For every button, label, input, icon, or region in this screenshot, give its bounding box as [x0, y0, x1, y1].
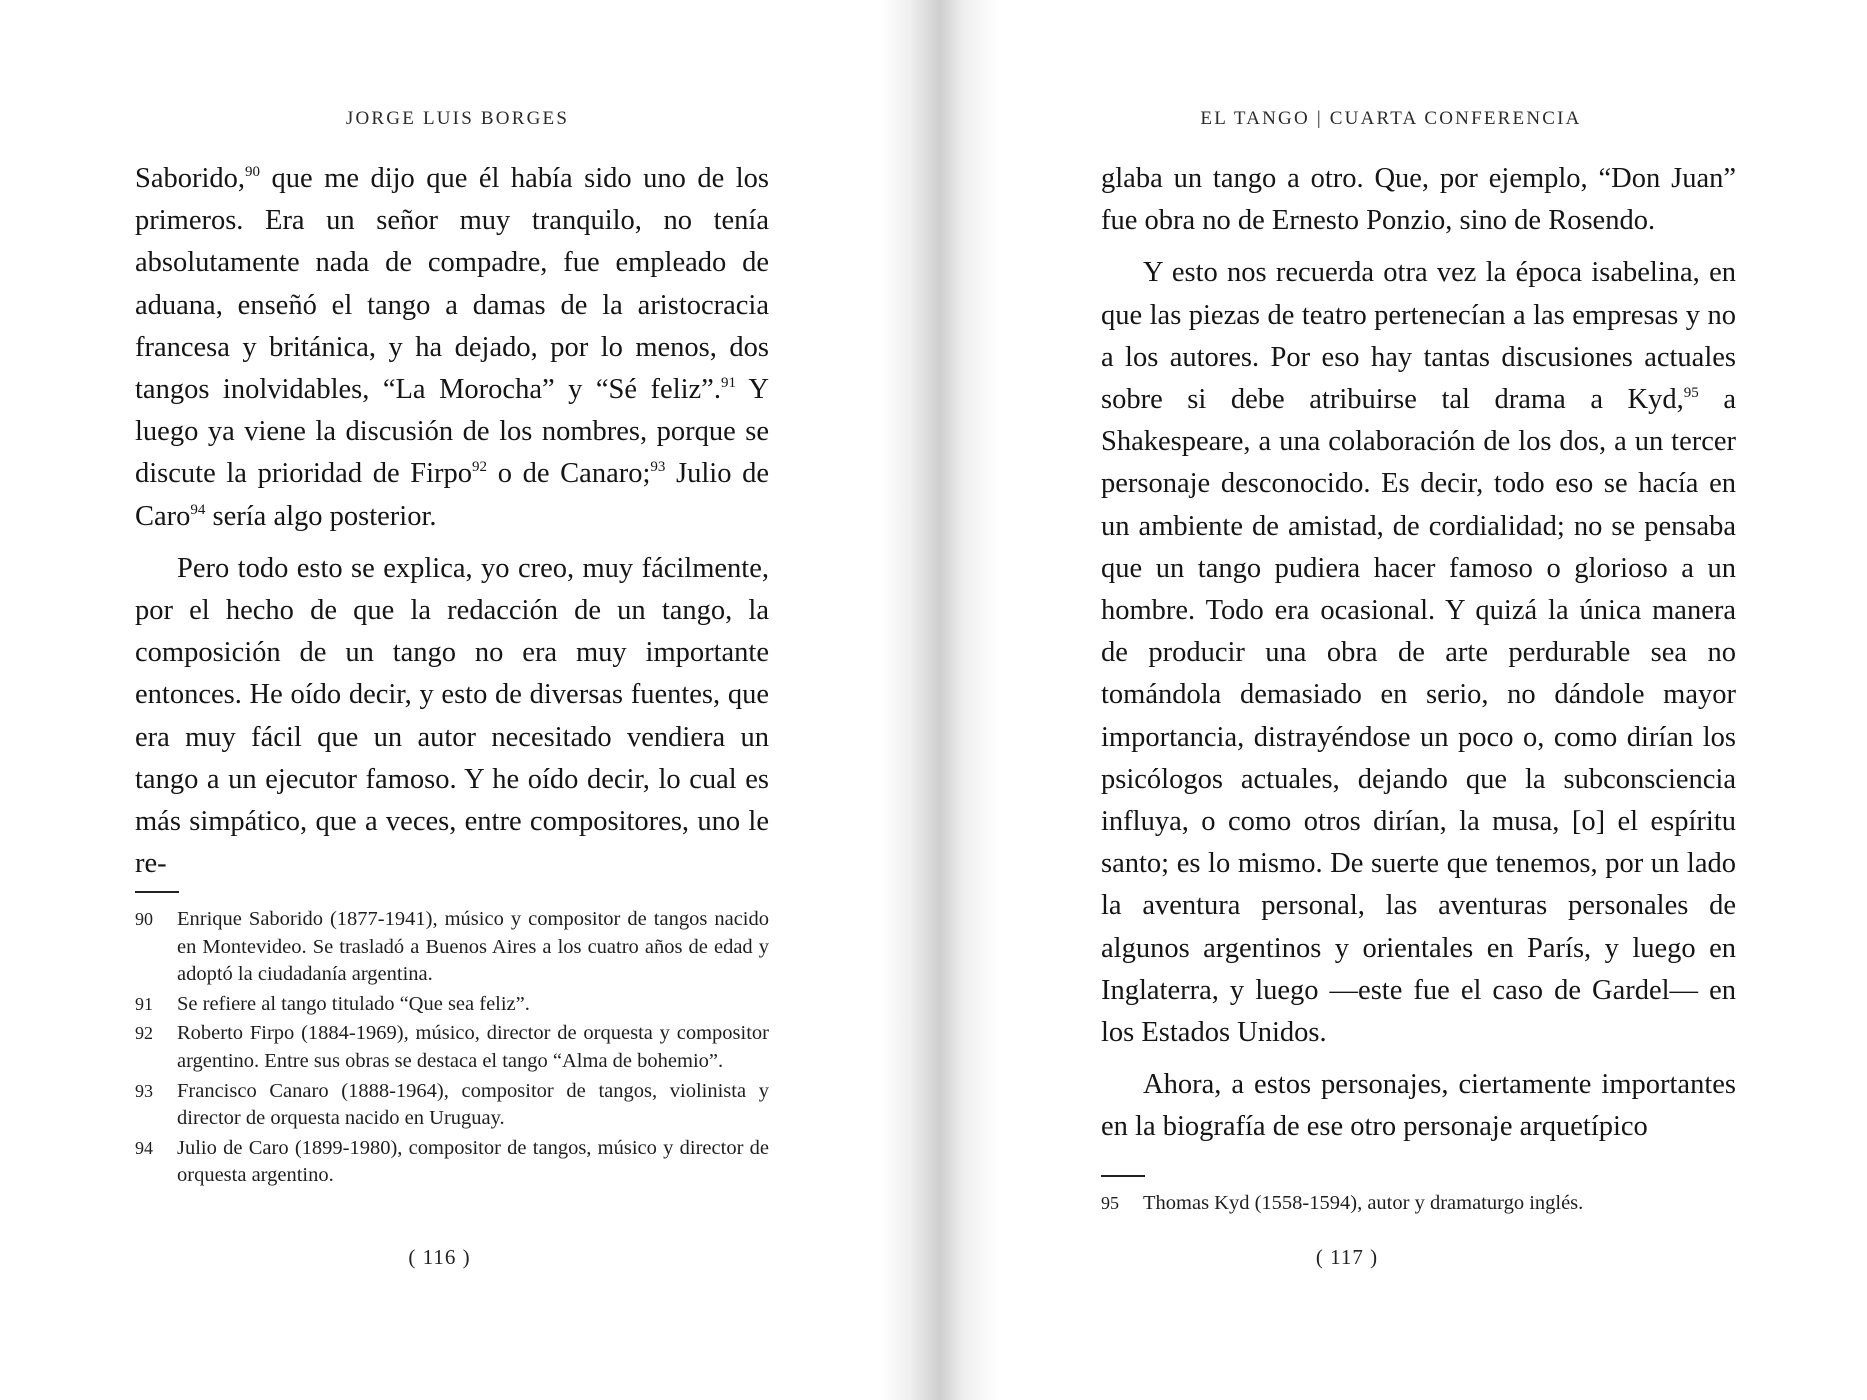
footnote-item: [135, 906, 769, 989]
footnote-text: Roberto Firpo (1884-1969), músico, director de orquesta y compositor argentino. Entre sus obras se destaca el tango “Alma de bohemio”.: [177, 1022, 769, 1072]
footnote-text: Se refiere al tango titulado “Que sea feliz”.: [177, 992, 530, 1015]
footnotes-right: [1101, 1190, 1736, 1220]
running-head-author: JORGE LUIS BORGES: [345, 108, 570, 129]
footnote-item: [135, 1135, 769, 1190]
left-page: [0, 0, 915, 1400]
paragraph: [1101, 252, 1736, 1054]
footnote-divider: [135, 891, 179, 893]
footnote-text: Thomas Kyd (1558-1594), autor y dramaturgo inglés.: [1143, 1192, 1584, 1214]
page-number: ( 116 ): [408, 1245, 471, 1269]
footnote-item: [135, 991, 769, 1019]
paragraph: Ahora, a estos personajes, ciertamente importantes en la biografía de ese otro personaje arquetípico: [1101, 1069, 1736, 1143]
footnote-text: Enrique Saborido (1877-1941), músico y compositor de tangos nacido en Montevideo. Se trasladó a Buenos Aires a los cuatro años de edad y adoptó la ciudadanía argentina.: [177, 908, 769, 986]
footnote-item: [1101, 1190, 1736, 1218]
paragraph: Pero todo esto se explica, yo creo, muy fácilmente, por el hecho de que la redacción de un tango, la composición de un tango no era muy importante entonces. He oído decir, y esto de diversas fuentes, que era muy fácil que un autor necesitado vendiera un tango a un ejecutor famoso. Y he oído decir, lo cual es más simpático, que a veces, entre compositores, uno le re-: [135, 552, 769, 880]
footnote-ref-95[interactable]: 95: [1683, 385, 1699, 402]
footnote-item: [135, 1078, 769, 1133]
footnote-ref-90[interactable]: 90: [245, 164, 261, 180]
text-run: sería algo posterior.: [205, 500, 437, 532]
footnote-text: Francisco Canaro (1888-1964), compositor de tangos, violinista y director de orquesta nacido en Uruguay.: [177, 1079, 769, 1130]
footnote-item: [135, 1020, 769, 1075]
right-page: [915, 0, 1867, 1400]
body-text-right: [1101, 158, 1736, 1149]
footnote-ref-93[interactable]: 93: [650, 459, 666, 476]
footnote-number: 91: [135, 993, 153, 1014]
footnote-text: Julio de Caro (1899-1980), compositor de tangos, músico y director de orquesta argentino.: [177, 1136, 769, 1187]
footnote-number: 92: [135, 1023, 153, 1044]
footnote-number: 93: [135, 1080, 153, 1101]
text-run: Julio de Caro: [135, 458, 770, 532]
paragraph: [135, 158, 769, 538]
text-run: que me dijo que él había sido uno de los primeros. Era un señor muy tranquilo, no tenía absolutamente nada de compadre, fue empleado de aduana, enseñó el tango a damas de la aristocracia francesa y británica, y ha dejado, por lo menos, dos tangos inolvidables, “La Morocha” y “Sé feliz”.: [135, 163, 769, 406]
footnote-number: 94: [135, 1137, 153, 1158]
footnote-number: 90: [135, 909, 153, 929]
footnotes-left: [135, 906, 769, 1192]
text-run: Y luego ya viene la discusión de los nombres, porque se discute la prioridad de Firpo: [135, 374, 770, 490]
footnote-ref-94[interactable]: 94: [190, 501, 206, 518]
body-text-left: [135, 158, 769, 885]
text-run: Saborido,: [135, 163, 246, 194]
text-run: Y esto nos recuerda otra vez la época isabelina, en que las piezas de teatro pertenecían a las empresas y no a los autores. Por eso hay tantas discusiones actuales sobre si debe atribuirse tal drama a Kyd,: [1101, 257, 1736, 416]
text-run: o de Canaro;: [487, 458, 651, 490]
footnote-divider: [1101, 1175, 1145, 1177]
footnote-number: 95: [1101, 1193, 1119, 1213]
running-head-chapter: EL TANGO | CUARTA CONFERENCIA: [1200, 108, 1582, 129]
footnote-ref-91[interactable]: 91: [720, 375, 736, 392]
footnote-ref-92[interactable]: 92: [472, 459, 488, 476]
text-run: a Shakespeare, a una colaboración de los dos, a un tercer personaje desconocido. Es decir, todo eso se hacía en un ambiente de amistad, de cordialidad; no se pensaba que un tango pudiera hacer famoso o glorioso a un hombre. Todo era ocasional. Y quizá la única manera de producir una obra de arte perdurable sea no tomándola demasiado en serio, no dándole mayor importancia, distrayéndose un poco o, como dirían los psicólogos actuales, dejando que la subconsciencia influya, o como otros dirían, la musa, [o] el espíritu santo; es lo mismo. De suerte que tenemos, por un lado la aventura personal, las aventuras personales de algunos argentinos y orientales en París, y luego en Inglaterra, y luego —este fue el caso de Gardel— en los Estados Unidos.: [1101, 384, 1736, 1049]
page-number: ( 117 ): [1315, 1245, 1379, 1269]
paragraph: glaba un tango a otro. Que, por ejemplo, “Don Juan” fue obra no de Ernesto Ponzio, sino de Rosendo.: [1101, 163, 1736, 237]
